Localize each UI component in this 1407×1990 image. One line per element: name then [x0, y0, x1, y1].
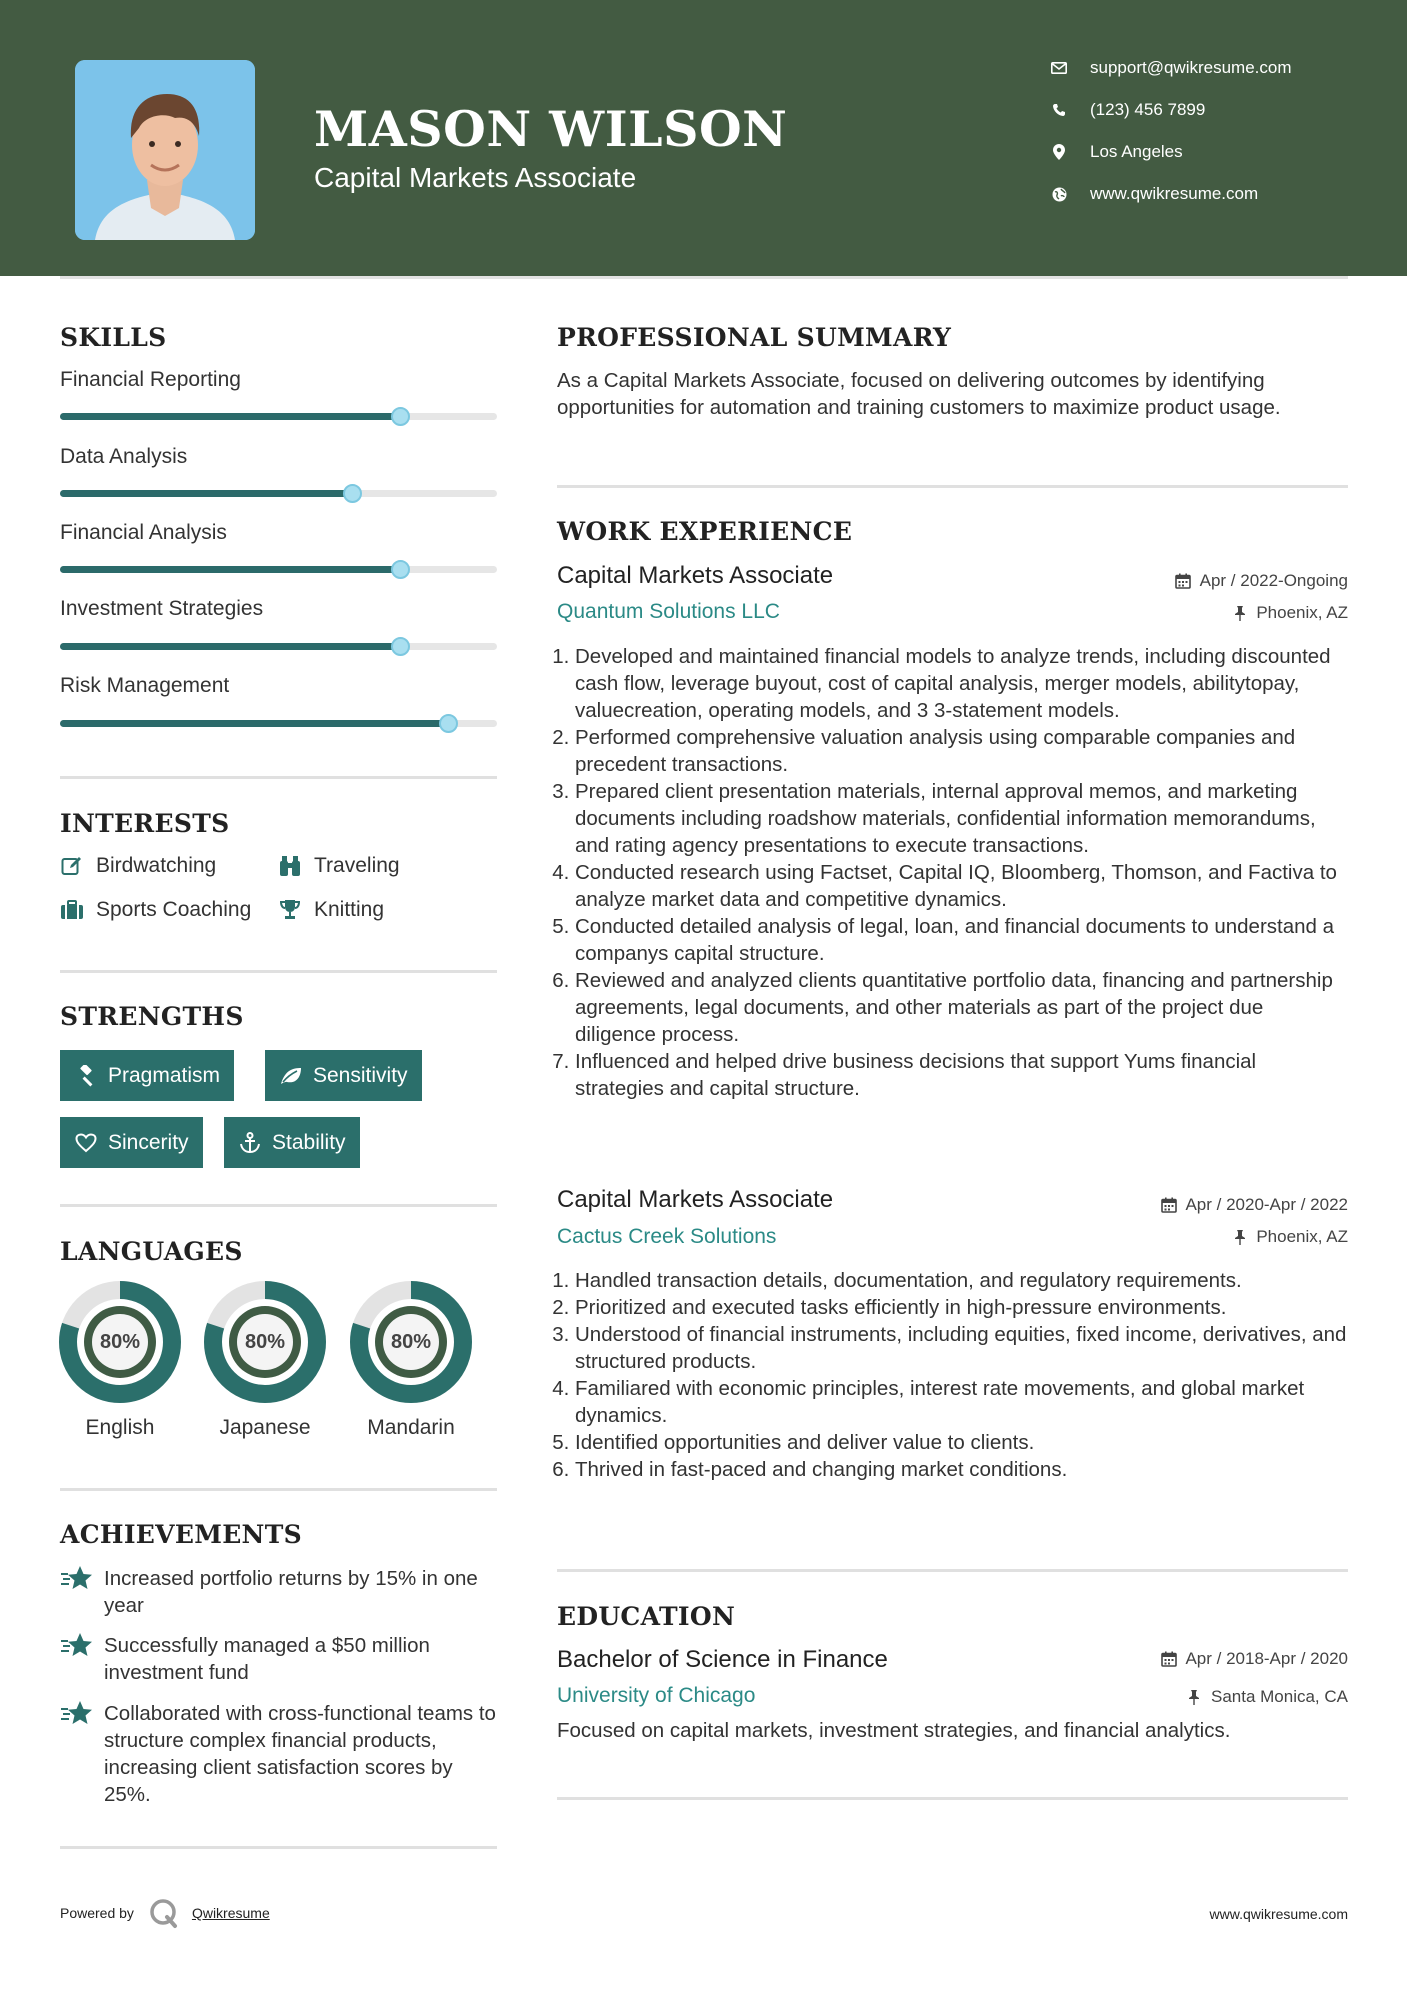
- job-title: Capital Markets Associate: [557, 562, 834, 589]
- contact-location: [1050, 142, 1370, 162]
- skill-bar: [60, 490, 497, 497]
- candidate-title: Capital Markets Associate: [314, 162, 637, 193]
- summary-text: As a Capital Markets Associate, focused on delivering outcomes by identifying opportunities for automation and training customers to maximize product usage.: [557, 369, 1281, 419]
- job-location-text: Phoenix, AZ: [1256, 603, 1348, 622]
- strength-label: Pragmatism: [108, 1063, 221, 1087]
- achievement-text: Collaborated with cross-functional teams to structure complex financial products, increasing client satisfaction scores by 25%.: [104, 1702, 496, 1806]
- interest-item: [60, 854, 216, 878]
- responsibility-item: 3. Understood of financial instruments, including equities, fixed income, derivatives, and structured products.: [575, 1321, 1347, 1375]
- phone-icon: [1050, 101, 1068, 119]
- interest-item: [278, 898, 384, 922]
- skill-bar-knob: [343, 484, 362, 503]
- languages-heading: LANGUAGES: [60, 1237, 243, 1266]
- section-divider: [557, 1569, 1348, 1572]
- pin-icon: [1231, 1229, 1248, 1246]
- summary-heading: PROFESSIONAL SUMMARY: [557, 323, 952, 352]
- footer-website[interactable]: www.qwikresume.com: [1209, 1906, 1348, 1922]
- responsibility-item: 1. Handled transaction details, documentation, and regulatory requirements.: [575, 1267, 1347, 1294]
- job-dates: [1160, 1195, 1348, 1215]
- section-divider: [557, 485, 1348, 488]
- gavel-icon: [74, 1064, 98, 1088]
- responsibility-item: 7. Influenced and helped drive business decisions that support Yums financial strategies and capital structure.: [575, 1048, 1347, 1102]
- star-icon: [60, 1564, 94, 1594]
- responsibility-item: 5. Conducted detailed analysis of legal, loan, and financial documents to understand a companys capital structure.: [575, 913, 1347, 967]
- skills-heading: SKILLS: [60, 323, 167, 352]
- language-name: Mandarin: [367, 1416, 455, 1439]
- language-ring: [349, 1280, 473, 1404]
- achievement-text: Increased portfolio returns by 15% in one year: [104, 1567, 478, 1617]
- section-divider: [60, 970, 497, 973]
- edit-icon: [60, 854, 84, 878]
- language-percent: 80%: [390, 1330, 432, 1353]
- responsibility-item: 1. Developed and maintained financial models to analyze trends, including discounted cash flow, leverage buyout, cost of capital analysis, merger models, abilitytopay, valuecreation, operating models, and 3 3-statement models.: [575, 643, 1347, 724]
- work-heading: WORK EXPERIENCE: [557, 517, 853, 546]
- interest-label: Sports Coaching: [96, 898, 252, 921]
- heart-icon: [74, 1131, 98, 1155]
- responsibility-item: 6. Thrived in fast-paced and changing market conditions.: [575, 1456, 1347, 1483]
- job-location: [1231, 603, 1348, 623]
- anchor-icon: [238, 1131, 262, 1155]
- job-location-text: Phoenix, AZ: [1256, 1227, 1348, 1246]
- contact-phone-text: (123) 456 7899: [1090, 100, 1206, 119]
- strength-label: Sensitivity: [313, 1063, 408, 1087]
- achievement-item: [60, 1632, 500, 1686]
- interest-item: [278, 854, 400, 878]
- skill-bar-fill: [60, 413, 401, 420]
- responsibility-item: 4. Familiared with economic principles, interest rate movements, and global market dynamics.: [575, 1375, 1347, 1429]
- job-location: [1231, 1227, 1348, 1247]
- header-divider: [60, 276, 1348, 279]
- binoculars-icon: [278, 854, 302, 878]
- skill-bar: [60, 720, 497, 727]
- job-responsibilities: [557, 1267, 1347, 1483]
- language-item: [58, 1280, 182, 1440]
- briefcase-icon: [60, 898, 84, 922]
- calendar-icon: [1160, 1197, 1177, 1214]
- skill-bar: [60, 643, 497, 650]
- education-description: Focused on capital markets, investment strategies, and financial analytics.: [557, 1719, 1231, 1742]
- strength-badge: [60, 1117, 203, 1168]
- education-heading: EDUCATION: [557, 1602, 736, 1631]
- qwikresume-link[interactable]: Qwikresume: [191, 1905, 270, 1921]
- strength-badge: [265, 1050, 422, 1101]
- contact-website[interactable]: [1050, 184, 1370, 204]
- responsibility-item: 6. Reviewed and analyzed clients quantitative portfolio data, financing and partnership agreements, legal documents, and other materials as part of the project due diligence process.: [575, 967, 1347, 1048]
- footer-powered-by: [60, 1897, 270, 1929]
- globe-icon: [1050, 185, 1068, 203]
- skill-bar-knob: [391, 560, 410, 579]
- strengths-heading: STRENGTHS: [60, 1002, 244, 1031]
- trophy-icon: [278, 898, 302, 922]
- strength-label: Stability: [272, 1130, 346, 1154]
- contact-phone[interactable]: [1050, 100, 1370, 120]
- job-dates: [1175, 571, 1348, 591]
- language-ring: [203, 1280, 327, 1404]
- pin-icon: [1231, 605, 1248, 622]
- section-divider: [60, 1846, 497, 1849]
- skill-label: Financial Analysis: [60, 521, 227, 544]
- skill-bar-knob: [391, 407, 410, 426]
- achievement-item: [60, 1700, 500, 1808]
- skill-label: Risk Management: [60, 674, 230, 697]
- skill-label: Financial Reporting: [60, 368, 241, 391]
- skill-label: Data Analysis: [60, 445, 188, 468]
- job-dates-text: Apr / 2022-Ongoing: [1199, 571, 1348, 590]
- strength-badge: [224, 1117, 360, 1168]
- school-name: University of Chicago: [557, 1684, 756, 1707]
- education-dates-text: Apr / 2018-Apr / 2020: [1185, 1649, 1348, 1668]
- map-marker-icon: [1050, 143, 1068, 161]
- interest-label: Birdwatching: [96, 854, 217, 877]
- language-name: Japanese: [219, 1416, 311, 1439]
- responsibility-item: 2. Performed comprehensive valuation analysis using comparable companies and precedent transactions.: [575, 724, 1347, 778]
- envelope-icon: [1050, 59, 1068, 77]
- job-responsibilities: [557, 643, 1347, 1102]
- responsibility-item: 2. Prioritized and executed tasks efficiently in high-pressure environments.: [575, 1294, 1347, 1321]
- company-name: Quantum Solutions LLC: [557, 600, 780, 623]
- contact-email[interactable]: [1050, 58, 1370, 78]
- star-icon: [60, 1631, 94, 1661]
- education-location-text: Santa Monica, CA: [1210, 1687, 1348, 1706]
- achievement-text: Successfully managed a $50 million investment fund: [104, 1634, 430, 1684]
- language-percent: 80%: [244, 1330, 286, 1353]
- education-location: [1186, 1687, 1348, 1707]
- interest-label: Knitting: [314, 898, 385, 921]
- degree-title: Bachelor of Science in Finance: [557, 1646, 888, 1673]
- skill-bar-fill: [60, 490, 353, 497]
- contact-website-text: www.qwikresume.com: [1090, 184, 1259, 203]
- contact-email-text: support@qwikresume.com: [1090, 58, 1292, 77]
- language-ring: [58, 1280, 182, 1404]
- skill-bar-knob: [391, 637, 410, 656]
- skill-label: Investment Strategies: [60, 597, 264, 620]
- skill-bar: [60, 566, 497, 573]
- calendar-icon: [1175, 573, 1192, 590]
- skill-bar-knob: [439, 714, 458, 733]
- company-name: Cactus Creek Solutions: [557, 1225, 777, 1248]
- language-item: [349, 1280, 473, 1440]
- skill-bar-fill: [60, 720, 449, 727]
- leaf-icon: [279, 1064, 303, 1088]
- star-icon: [60, 1699, 94, 1729]
- section-divider: [60, 1488, 497, 1491]
- resume-header: [0, 0, 1407, 276]
- qwikresume-logo-icon: [148, 1897, 180, 1929]
- achievement-item: [60, 1565, 500, 1619]
- strength-label: Sincerity: [108, 1130, 189, 1154]
- interests-heading: INTERESTS: [60, 809, 230, 838]
- contact-location-text: Los Angeles: [1090, 142, 1183, 161]
- pin-icon: [1186, 1689, 1203, 1706]
- profile-photo: [75, 60, 255, 240]
- responsibility-item: 5. Identified opportunities and deliver value to clients.: [575, 1429, 1347, 1456]
- skill-bar-fill: [60, 566, 401, 573]
- candidate-name: MASON WILSON: [314, 100, 788, 158]
- language-item: [203, 1280, 327, 1440]
- strength-badge: [60, 1050, 234, 1101]
- language-percent: 80%: [99, 1330, 141, 1353]
- section-divider: [60, 1204, 497, 1207]
- language-name: English: [85, 1416, 155, 1439]
- education-dates: [1160, 1649, 1348, 1669]
- interest-item: [60, 898, 251, 922]
- job-title: Capital Markets Associate: [557, 1186, 834, 1213]
- powered-by-text: Powered by: [60, 1905, 134, 1921]
- responsibility-item: 3. Prepared client presentation materials, internal approval memos, and marketing documents including roadshow materials, confidential information memorandums, and rating agency presentations to execute transactions.: [575, 778, 1347, 859]
- section-divider: [557, 1797, 1348, 1800]
- calendar-icon: [1160, 1651, 1177, 1668]
- job-dates-text: Apr / 2020-Apr / 2022: [1185, 1195, 1348, 1214]
- skill-bar-fill: [60, 643, 401, 650]
- achievements-heading: ACHIEVEMENTS: [60, 1520, 302, 1549]
- responsibility-item: 4. Conducted research using Factset, Capital IQ, Bloomberg, Thomson, and Factiva to analyze market data and competitive dynamics.: [575, 859, 1347, 913]
- interest-label: Traveling: [314, 854, 400, 877]
- skill-bar: [60, 413, 497, 420]
- section-divider: [60, 776, 497, 779]
